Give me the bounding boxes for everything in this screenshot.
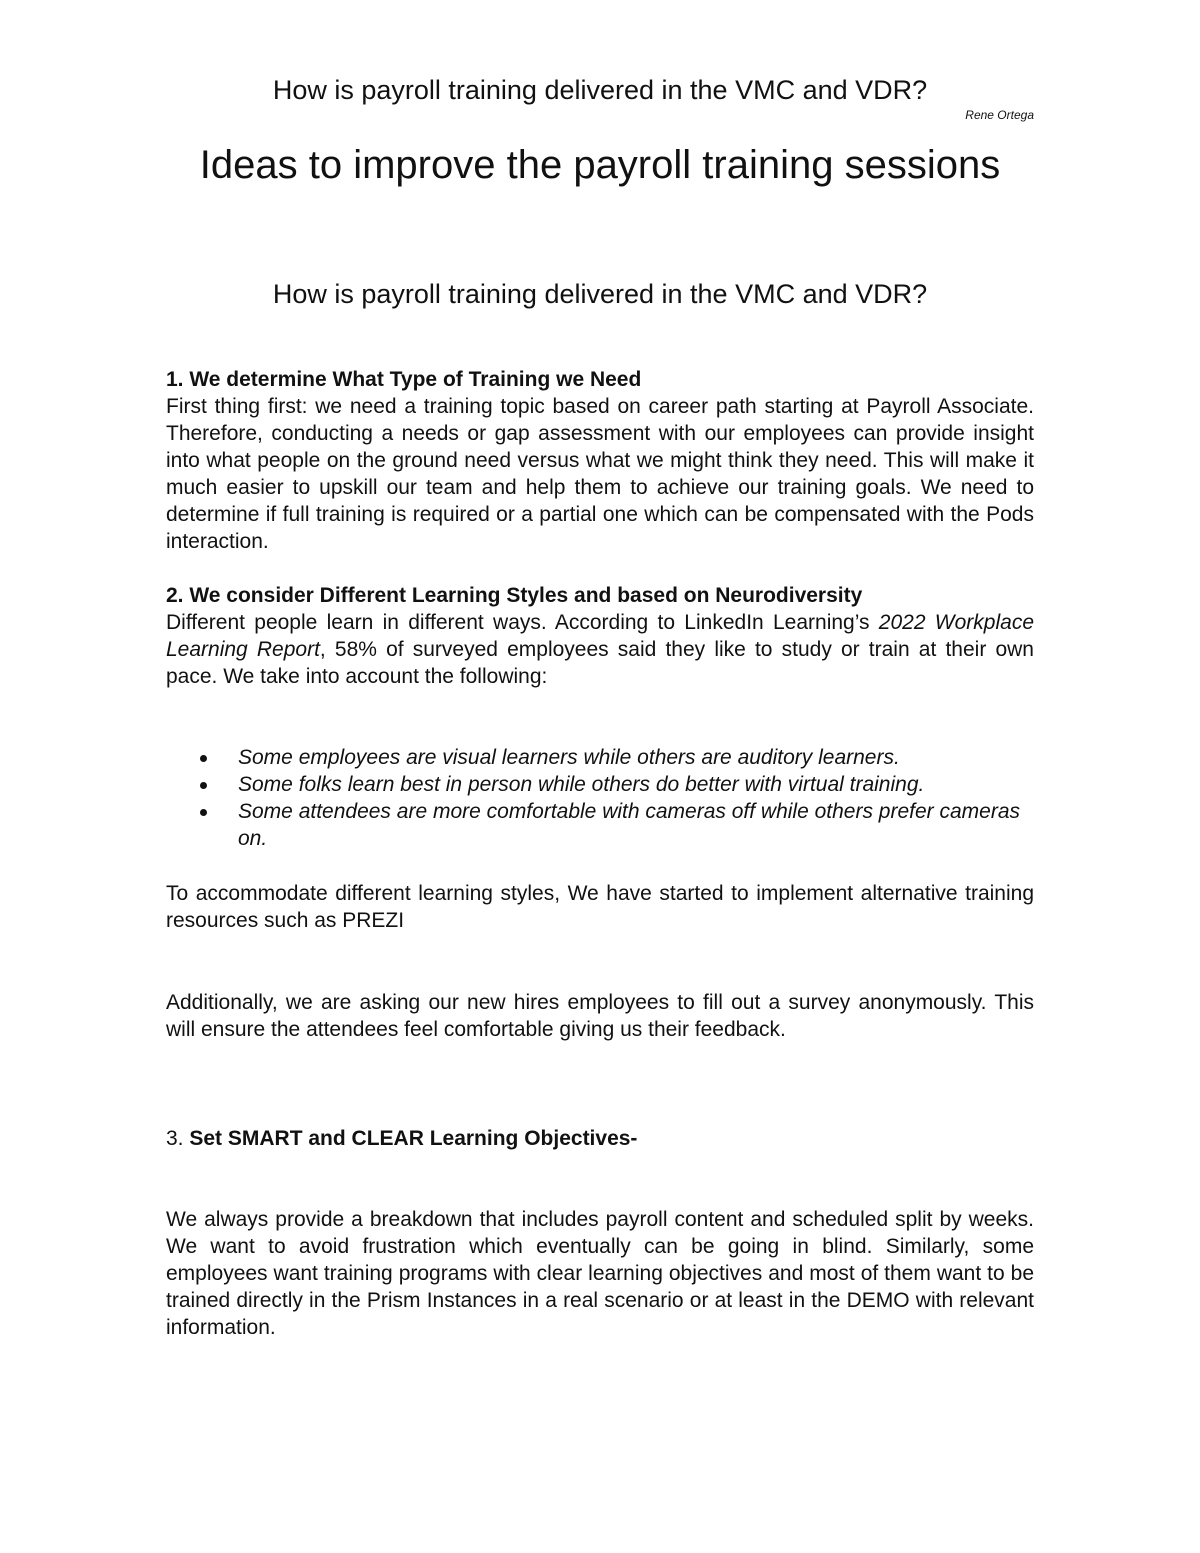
report-title: 2022 Workplace Learning Report	[166, 611, 1034, 661]
section-2-body-part1: Different people learn in different ways. According to LinkedIn Learning’s	[166, 611, 879, 634]
bullet-icon	[200, 782, 207, 789]
list-item-text: Some folks learn best in person while others do better with virtual training.	[238, 773, 925, 796]
document-subtitle: How is payroll training delivered in the VMC and VDR?	[272, 279, 928, 309]
section-2	[166, 582, 1034, 690]
section-3	[166, 1125, 1034, 1152]
document-main-title: Ideas to improve the payroll training sessions	[199, 143, 1001, 187]
section-3-body-block	[166, 1206, 1034, 1341]
learning-styles-list	[166, 744, 1034, 852]
document-top-title: How is payroll training delivered in the VMC and VDR?	[272, 75, 928, 105]
section-2-heading: 2. We consider Different Learning Styles and based on Neurodiversity	[166, 584, 863, 607]
author-name: Rene Ortega	[965, 108, 1034, 122]
list-item	[166, 744, 1034, 771]
section-2-body-part2: , 58% of surveyed employees said they like to study or train at their own pace. We take into account the following:	[166, 638, 1034, 688]
accommodate-text: To accommodate different learning styles, We have started to implement alternative training resources such as PREZI	[166, 882, 1034, 932]
list-item	[166, 771, 1034, 798]
section-3-heading-text: Set SMART and CLEAR Learning Objectives-	[189, 1127, 638, 1150]
section-3-heading	[166, 1125, 1034, 1152]
section-1-body: First thing first: we need a training topic based on career path starting at Payroll Associate. Therefore, conducting a needs or gap assessment with our employees can provide insight into what people on the ground need versus what we might think they need. This will make it much easier to upskill our team and help them to achieve our training goals. We need to determine if full training is required or a partial one which can be compensated with the Pods interaction.	[166, 395, 1034, 553]
section-3-body: We always provide a breakdown that includes payroll content and scheduled split by weeks. We want to avoid frustration which eventually can be going in blind. Similarly, some employees want training programs with clear learning objectives and most of them want to be trained directly in the Prism Instances in a real scenario or at least in the DEMO with relevant information.	[166, 1208, 1034, 1339]
section-1-heading: 1. We determine What Type of Training we Need	[166, 368, 642, 391]
section-1	[166, 366, 1034, 555]
additionally-text: Additionally, we are asking our new hires employees to fill out a survey anonymously. This will ensure the attendees feel comfortable giving us their feedback.	[166, 991, 1034, 1041]
section-3-number: 3.	[166, 1127, 190, 1150]
list-item-text: Some employees are visual learners while others are auditory learners.	[238, 746, 900, 769]
accommodate-paragraph	[166, 880, 1034, 934]
list-item-text: Some attendees are more comfortable with cameras off while others prefer cameras on.	[238, 800, 1021, 850]
bullet-icon	[200, 809, 207, 816]
list-item	[166, 798, 1034, 852]
section-2-body	[166, 609, 1034, 690]
additionally-paragraph	[166, 989, 1034, 1043]
bullet-icon	[200, 755, 207, 762]
